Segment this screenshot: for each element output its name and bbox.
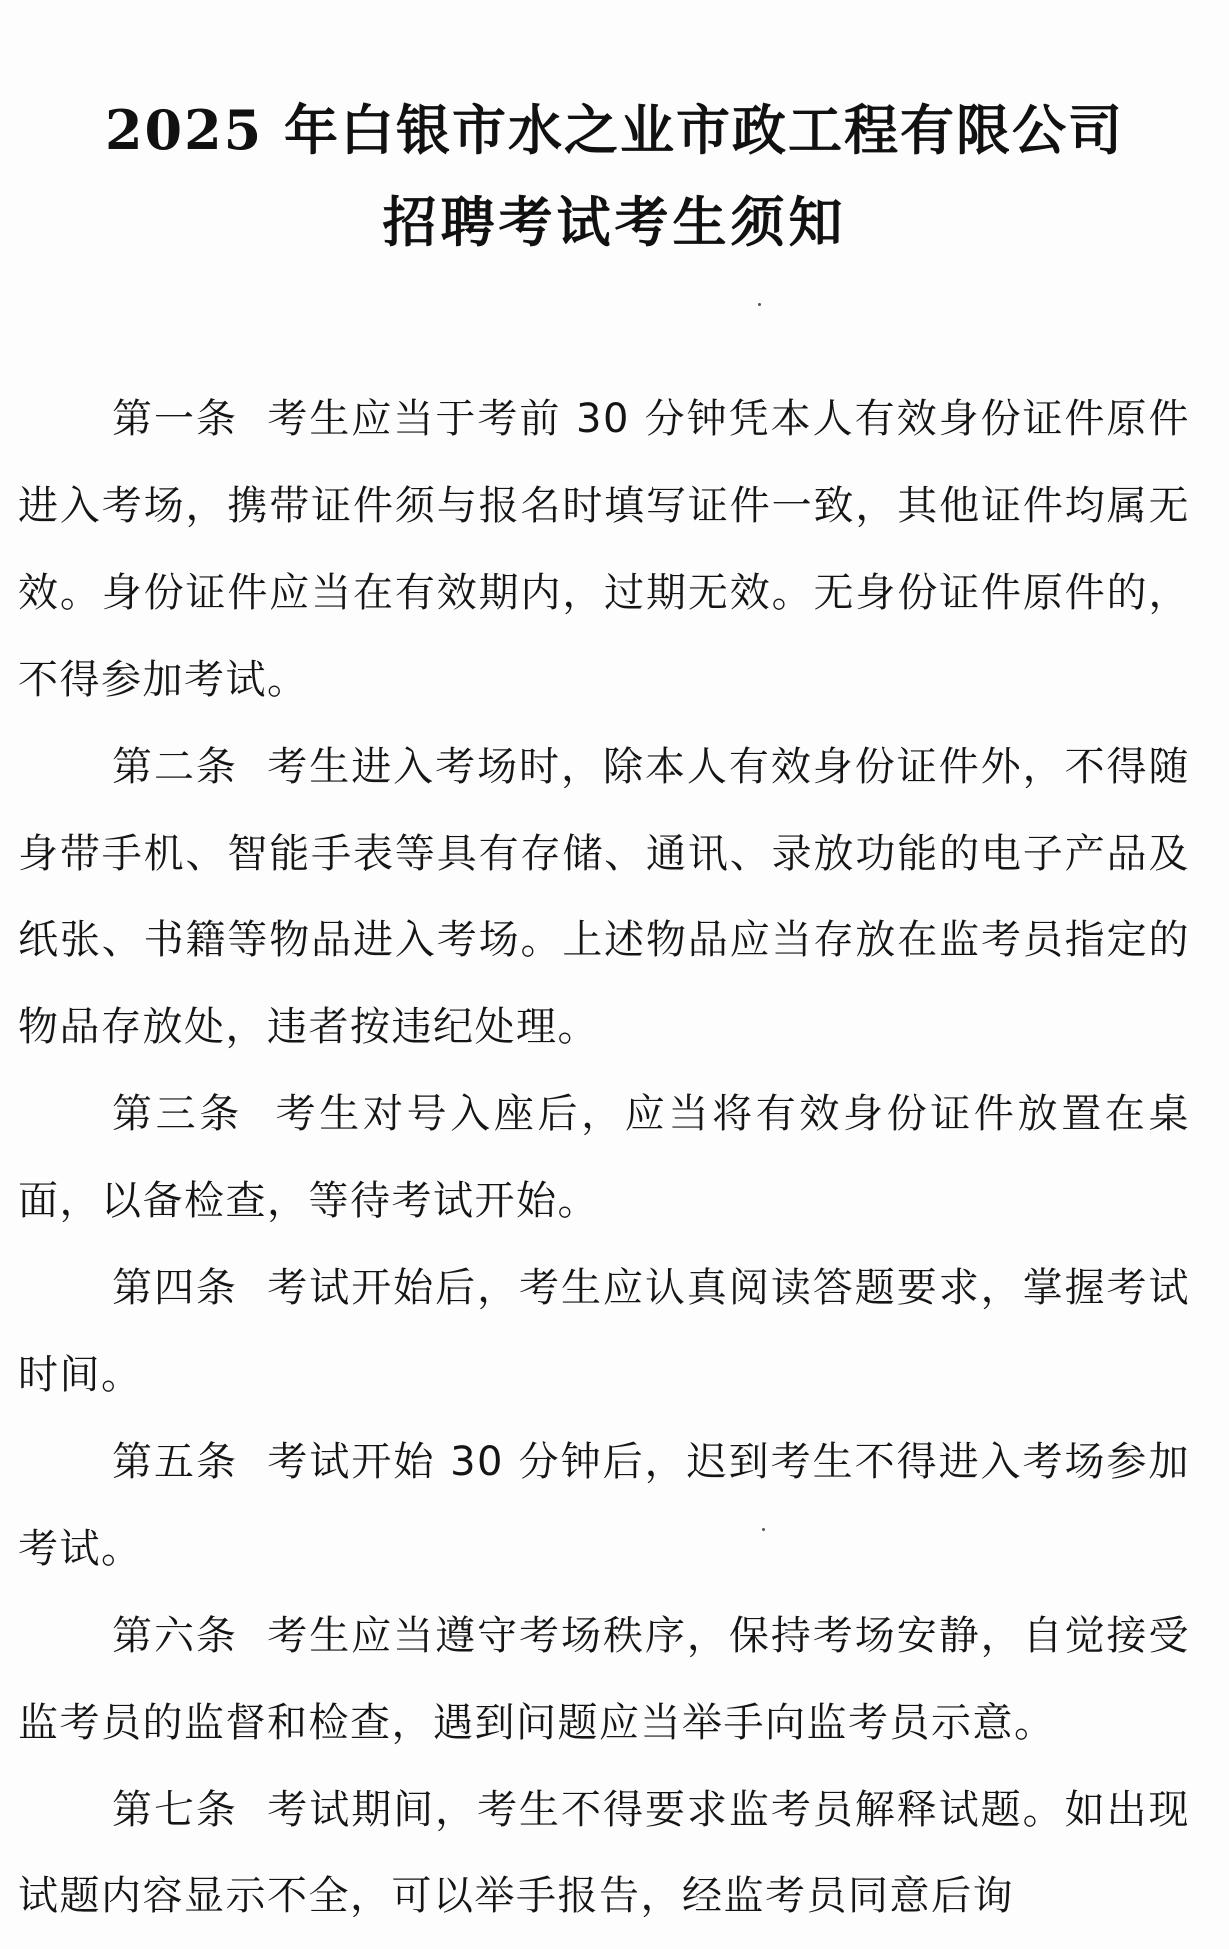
article-4-label: 第四条	[112, 1265, 238, 1312]
article-2-text: 考生进入考场时，除本人有效身份证件外，不得随身带手机、智能手表等具有存储、通讯、录放功能的电子产品及纸张、书籍等物品进入考场。上述物品应当存放在监考员指定的物品存放处，违者按违纪处理。	[18, 743, 1191, 1051]
article-4-text: 考试开始后，考生应认真阅读答题要求，掌握考试时间。	[18, 1265, 1191, 1398]
article-2-label: 第二条	[112, 743, 238, 790]
article-6-label: 第六条	[112, 1612, 238, 1659]
document-title-line-2: 招聘考试考生须知	[382, 190, 847, 254]
article-3-label: 第三条	[112, 1091, 243, 1138]
article-5-label: 第五条	[112, 1438, 238, 1485]
article-3-text: 考生对号入座后，应当将有效身份证件放置在桌面，以备检查，等待考试开始。	[18, 1091, 1191, 1225]
article-5-text: 考试开始 30 分钟后，迟到考生不得进入考场参加考试。	[18, 1438, 1191, 1572]
article-1-label: 第一条	[112, 396, 238, 442]
article-5	[18, 1419, 1190, 1593]
article-1	[18, 376, 1190, 724]
article-4	[18, 1245, 1190, 1419]
article-2	[18, 724, 1190, 1072]
article-6	[18, 1593, 1190, 1767]
document-body	[18, 376, 1190, 1940]
document-title-line-1: 2025 年白银市水之业市政工程有限公司	[104, 98, 1125, 162]
scan-speck	[762, 1528, 765, 1531]
article-6-text: 考生应当遵守考场秩序，保持考场安静，自觉接受监考员的监督和检查，遇到问题应当举手向监考员示意。	[18, 1612, 1191, 1746]
scan-speck	[758, 303, 761, 306]
article-1-text: 考生应当于考前 30 分钟凭本人有效身份证件原件进入考场，携带证件须与报名时填写证件一致，其他证件均属无效。身份证件应当在有效期内，过期无效。无身份证件原件的，不得参加考试。	[18, 396, 1191, 703]
article-7	[18, 1767, 1190, 1941]
article-3	[18, 1071, 1190, 1245]
article-7-text: 考试期间，考生不得要求监考员解释试题。如出现试题内容显示不全，可以举手报告，经监考员同意后询	[18, 1786, 1191, 1920]
article-7-label: 第七条	[112, 1786, 238, 1833]
